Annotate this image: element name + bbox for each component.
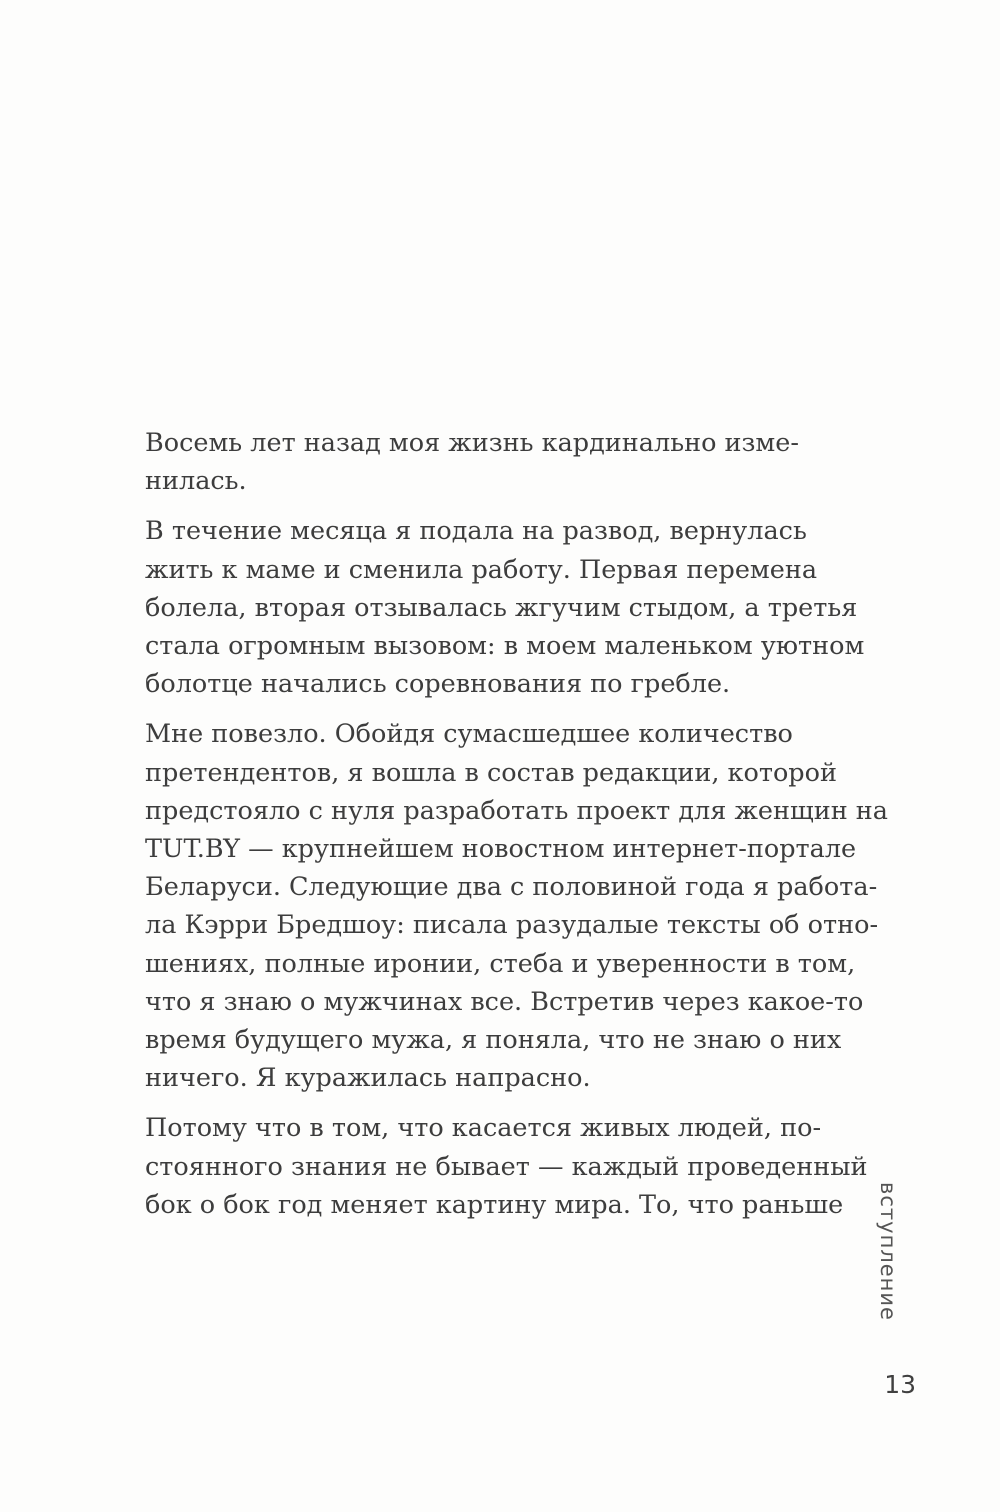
text-line: что я знаю о мужчинах все. Встретив через какое-то (145, 986, 864, 1017)
text-line: жить к маме и сменила работу. Первая перемена (145, 554, 818, 585)
text-line: ла Кэрри Бредшоу: писала разудалые тексты об отно- (145, 910, 879, 941)
text-line: время будущего мужа, я поняла, что не знаю о них (145, 1025, 842, 1056)
text-line: бок о бок год меняет картину мира. То, что раньше (145, 1189, 844, 1220)
running-head: вступление (876, 1182, 900, 1321)
text-line: стоянного знания не бывает — каждый проведенный (145, 1151, 868, 1182)
page-number: 13 (884, 1370, 916, 1399)
text-line: претендентов, я вошла в состав редакции, которой (145, 757, 837, 788)
text-line: Беларуси. Следующие два с половиной года я работа- (145, 872, 878, 903)
text-line: болотце начались соревнования по гребле. (145, 669, 731, 700)
text-line: нилась. (145, 466, 247, 497)
text-line: ничего. Я куражилась напрасно. (145, 1063, 591, 1094)
text-line: Восемь лет назад моя жизнь кардинально изме- (145, 428, 799, 458)
text-line: шениях, полные иронии, стеба и уверенности в том, (145, 948, 856, 979)
body-text (97, 424, 888, 1236)
text-line: TUT.BY — крупнейшем новостном интернет-портале (145, 834, 857, 865)
text-line: Мне повезло. Обойдя сумасшедшее количество (145, 719, 793, 750)
paragraph-4 (97, 1109, 868, 1224)
paragraph-1 (97, 424, 799, 500)
text-line: В течение месяца я подала на развод, вернулась (145, 516, 807, 547)
text-line: Потому что в том, что касается живых людей, по- (145, 1113, 822, 1144)
text-line: стала огромным вызовом: в моем маленьком уютном (145, 631, 865, 662)
paragraph-3 (97, 715, 888, 1097)
text-line: предстояло с нуля разработать проект для женщин на (145, 795, 888, 826)
paragraph-2 (97, 512, 865, 703)
text-line: болела, вторая отзывалась жгучим стыдом, а третья (145, 592, 858, 623)
